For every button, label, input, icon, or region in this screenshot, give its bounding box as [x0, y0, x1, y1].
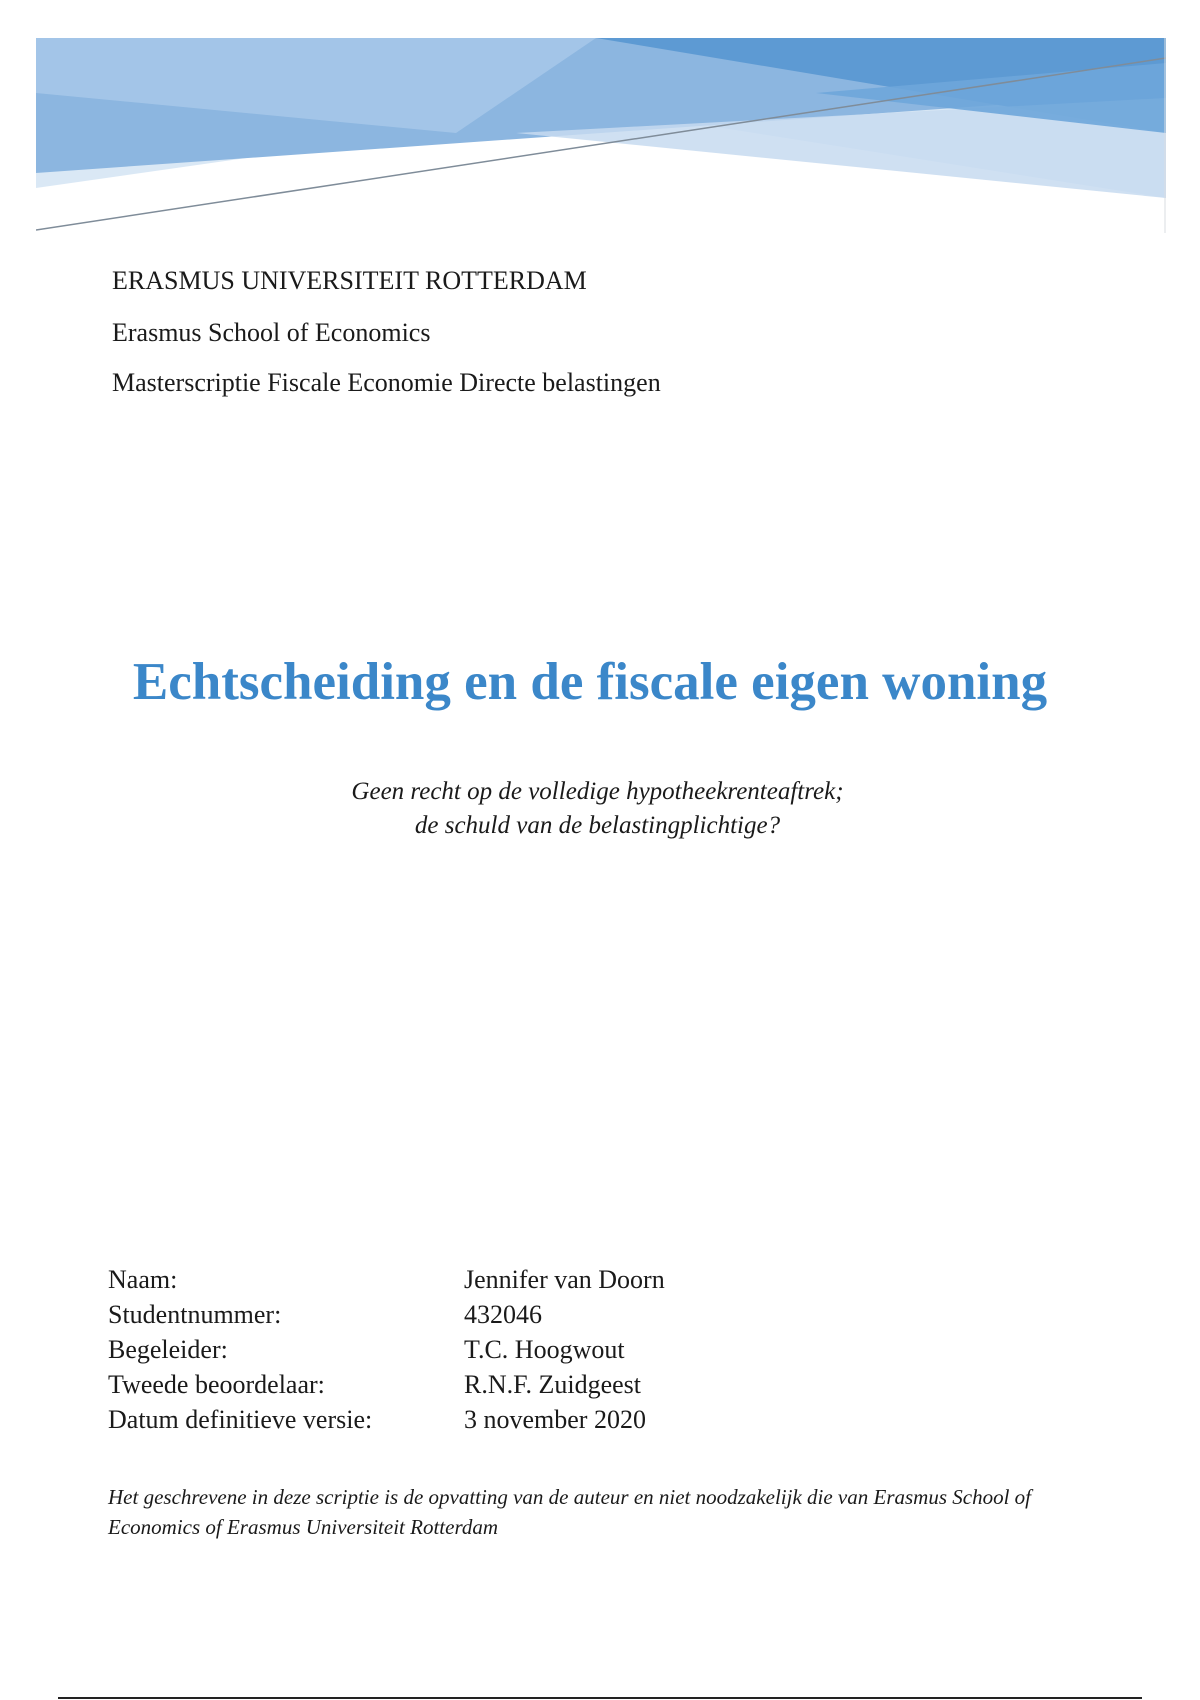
- header-banner: [36, 38, 1166, 238]
- detail-value: 3 november 2020: [464, 1405, 646, 1434]
- detail-label: Tweede beoordelaar:: [108, 1370, 325, 1399]
- detail-value: T.C. Hoogwout: [464, 1335, 625, 1364]
- institution-block: [112, 266, 1012, 398]
- detail-row-supervisor: [108, 1332, 665, 1367]
- footer-divider: [58, 1697, 1142, 1699]
- detail-label: Begeleider:: [108, 1335, 228, 1364]
- thesis-subtitle: [0, 775, 1195, 843]
- program-name: Masterscriptie Fiscale Economie Directe belastingen: [112, 368, 661, 397]
- university-name: ERASMUS UNIVERSITEIT ROTTERDAM: [112, 266, 587, 295]
- detail-row-second-assessor: [108, 1367, 665, 1402]
- detail-label: Studentnummer:: [108, 1300, 282, 1329]
- subtitle-line-1: Geen recht op de volledige hypotheekrenteaftrek;: [351, 778, 844, 805]
- school-name: Erasmus School of Economics: [112, 318, 431, 347]
- detail-row-student-number: [108, 1297, 665, 1332]
- detail-label: Datum definitieve versie:: [108, 1405, 373, 1434]
- disclaimer: Het geschrevene in deze scriptie is de opvatting van de auteur en niet noodzakelijk die van Erasmus School of Economics of Erasmus Universiteit Rotterdam: [108, 1485, 1031, 1539]
- detail-value: R.N.F. Zuidgeest: [464, 1370, 642, 1399]
- header-banner-graphic: [36, 38, 1166, 238]
- detail-value: 432046: [464, 1300, 542, 1329]
- detail-row-final-date: [108, 1402, 665, 1437]
- subtitle-line-2: de schuld van de belastingplichtige?: [414, 812, 781, 839]
- author-details: [108, 1262, 665, 1437]
- detail-value: Jennifer van Doorn: [464, 1265, 665, 1294]
- detail-row-name: [108, 1262, 665, 1297]
- detail-label: Naam:: [108, 1265, 178, 1294]
- thesis-title: Echtscheiding en de fiscale eigen woning: [132, 653, 1048, 711]
